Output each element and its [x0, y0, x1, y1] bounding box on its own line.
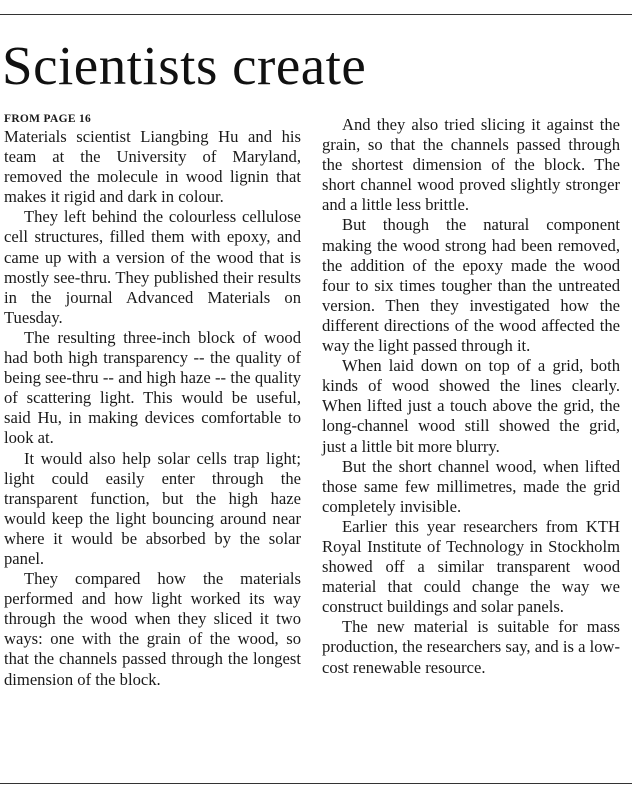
paragraph: Earlier this year researchers from KTH Royal Institute of Technology in Stockholm showed off a similar transparent wood material that could change the way we construct buildings and solar panels. [322, 516, 620, 617]
paragraph: But the short channel wood, when lifted those same few millimetres, made the grid completely invisible. [322, 456, 620, 516]
paragraph: The resulting three-inch block of wood had both high transparency -- the quality of being see-thru -- and high haze -- the quality of scattering light. This would be useful, said Hu, in making devices comfortable to look at. [4, 327, 301, 448]
top-divider [0, 14, 632, 15]
paragraph: Materials scientist Liangbing Hu and his team at the University of Maryland, removed the molecule in wood lignin that makes it rigid and dark in colour. [4, 127, 301, 207]
paragraph: The new material is suitable for mass production, the researchers say, and is a low-cost renewable resource. [322, 617, 620, 677]
paragraph: When laid down on top of a grid, both kinds of wood showed the lines clearly. When lifted just a touch above the grid, the long-channel wood still showed the grid, just a little bit more blurry. [322, 356, 620, 456]
headline: Scientists create [2, 35, 367, 96]
cropped-previous-line [0, 0, 639, 6]
left-column [4, 112, 301, 690]
bottom-divider [0, 783, 632, 784]
paragraph: And they also tried slicing it against the grain, so that the channels passed through the shortest dimension of the block. The short channel wood proved slightly stronger and a little less brittle. [322, 115, 620, 215]
cropped-previous-line-text [8, 0, 170, 6]
paragraph: They left behind the colourless cellulose cell structures, filled them with epoxy, and came up with a version of the wood that is mostly see-thru. They published their results in the journal Advanced Materials on Tuesday. [4, 207, 301, 327]
paragraph: It would also help solar cells trap light; light could easily enter through the transparent function, but the high haze would keep the light bouncing around near where it would be absorbed by the solar panel. [4, 448, 301, 568]
right-column [322, 115, 620, 678]
paragraph: But though the natural component making the wood strong had been removed, the addition of the epoxy made the wood four to six times tougher than the untreated version. Then they investigated how the different directions of the wood affected the way the light passed through it. [322, 215, 620, 356]
paragraph: They compared how the materials performed and how light worked its way through the wood when they sliced it two ways: one with the grain of the wood, so that the channels passed through the longest dimension of the block. [4, 569, 301, 689]
continuation-kicker: FROM PAGE 16 [4, 113, 92, 125]
